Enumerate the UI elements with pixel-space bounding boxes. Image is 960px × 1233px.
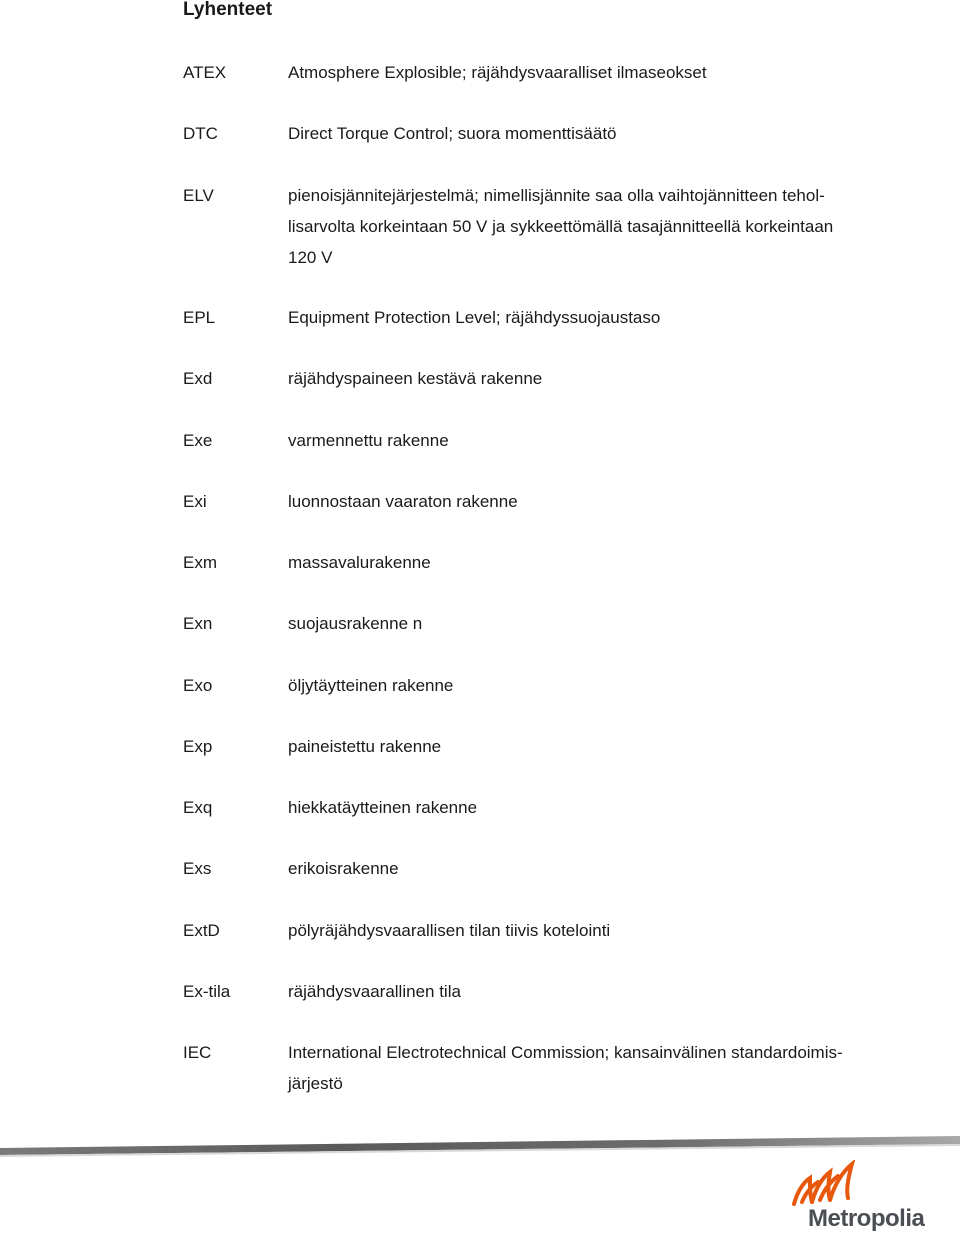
entry-abbr: Exs [183, 859, 212, 878]
definition-line: Direct Torque Control; suora momenttisäätö [288, 124, 617, 143]
definition-line: räjähdysvaarallinen tila [288, 982, 461, 1001]
logo-wordmark: Metropolia [808, 1205, 925, 1232]
definition-line: varmennettu rakenne [288, 431, 449, 450]
definition-line: pölyräjähdysvaarallisen tilan tiivis kotelointi [288, 921, 611, 940]
entry-abbr: ELV [183, 186, 214, 205]
entry-definition [288, 915, 878, 946]
entry-abbr: Exp [183, 737, 213, 756]
entry-definition [288, 670, 878, 701]
entry-definition [288, 853, 878, 884]
entry-abbr: IEC [183, 1043, 212, 1062]
entry-abbr: Exn [183, 614, 213, 633]
entry-definition [288, 118, 878, 149]
entry-abbr: Ex-tila [183, 982, 231, 1001]
entry-abbr: ATEX [183, 63, 227, 82]
entry-definition [288, 425, 878, 456]
definition-line: hiekkatäytteinen rakenne [288, 798, 478, 817]
page-heading: Lyhenteet [183, 0, 273, 20]
definition-line: paineistettu rakenne [288, 737, 442, 756]
entry-definition [288, 302, 878, 333]
entry-abbr: DTC [183, 124, 218, 143]
definition-line: International Electrotechnical Commission; kansainvälinen standardoimis- [288, 1043, 843, 1062]
definition-line: Atmosphere Explosible; räjähdysvaaralliset ilmaseokset [288, 63, 707, 82]
definition-line: suojausrakenne n [288, 614, 423, 633]
entry-definition [288, 731, 878, 762]
entry-definition [288, 547, 878, 578]
entry-definition [288, 792, 878, 823]
definition-line: lisarvolta korkeintaan 50 V ja sykkeettömällä tasajännitteellä korkeintaan [288, 217, 834, 236]
entry-definition [288, 1037, 878, 1099]
entry-definition [288, 608, 878, 639]
definition-line: 120 V [288, 248, 333, 267]
definition-line: öljytäytteinen rakenne [288, 676, 454, 695]
entry-definition [288, 57, 878, 88]
entry-abbr: Exd [183, 369, 213, 388]
footer-rule [0, 1131, 960, 1157]
entry-abbr: Exm [183, 553, 217, 572]
definition-line: massavalurakenne [288, 553, 431, 572]
definition-line: luonnostaan vaaraton rakenne [288, 492, 518, 511]
definition-line: pienoisjännitejärjestelmä; nimellisjännite saa olla vaihtojännitteen tehol- [288, 186, 825, 205]
definition-line: Equipment Protection Level; räjähdyssuojaustaso [288, 308, 661, 327]
entry-definition [288, 180, 878, 273]
entry-abbr: Exq [183, 798, 213, 817]
entry-abbr: ExtD [183, 921, 220, 940]
entry-abbr: EPL [183, 308, 216, 327]
entry-abbr: Exi [183, 492, 207, 511]
definition-line: räjähdyspaineen kestävä rakenne [288, 369, 543, 388]
definition-line: järjestö [288, 1074, 343, 1093]
entry-abbr: Exe [183, 431, 213, 450]
definition-line: erikoisrakenne [288, 859, 399, 878]
entry-abbr: Exo [183, 676, 213, 695]
entry-definition [288, 486, 878, 517]
entry-definition [288, 363, 878, 394]
entry-definition [288, 976, 878, 1007]
